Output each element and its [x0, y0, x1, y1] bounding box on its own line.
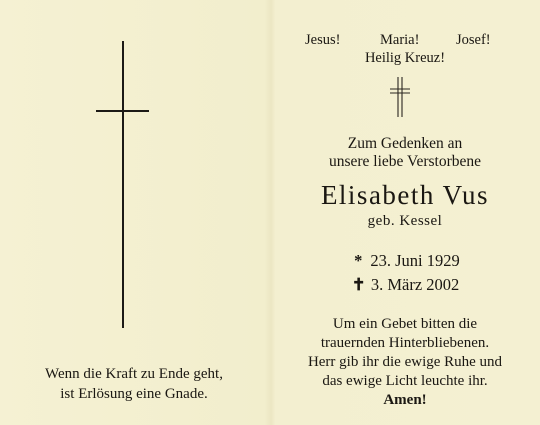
prayer-text	[270, 315, 540, 410]
quote-line-2: ist Erlösung eine Gnade.	[60, 386, 208, 402]
double-line-cross-icon	[389, 76, 411, 118]
prayer-line: trauernden Hinterbliebenen.	[320, 335, 490, 351]
invocation-jesus: Jesus!	[305, 32, 341, 48]
cross-horizontal-bar	[96, 110, 149, 112]
birth-date: 23. Juni 1929	[370, 251, 460, 270]
invocation-heilig-kreuz: Heilig Kreuz!	[364, 50, 446, 66]
invocation-maria: Maria!	[380, 32, 420, 48]
prayer-line: das ewige Licht leuchte ihr.	[322, 373, 488, 389]
death-cross-icon: ✝	[351, 275, 366, 294]
closing-quote	[0, 364, 268, 404]
prayer-line: Herr gib ihr die ewige Ruhe und	[307, 354, 503, 370]
birth-star-icon: *	[354, 251, 363, 270]
death-line	[270, 275, 540, 295]
quote-line-1: Wenn die Kraft zu Ende geht,	[45, 366, 223, 382]
gedenken-line-1: Zum Gedenken an	[347, 135, 463, 152]
deceased-name: Elisabeth Vus	[320, 180, 490, 210]
maiden-name: geb. Kessel	[367, 213, 443, 229]
right-panel	[270, 0, 540, 425]
cross-vertical-bar	[122, 41, 124, 328]
prayer-line: Um ein Gebet bitten die	[332, 316, 478, 332]
amen: Amen!	[383, 392, 427, 408]
death-date: 3. März 2002	[370, 275, 460, 294]
invocation-josef: Josef!	[456, 32, 491, 48]
birth-line	[270, 251, 540, 271]
left-panel	[0, 0, 268, 425]
gedenken-line-2: unsere liebe Verstorbene	[328, 153, 482, 170]
